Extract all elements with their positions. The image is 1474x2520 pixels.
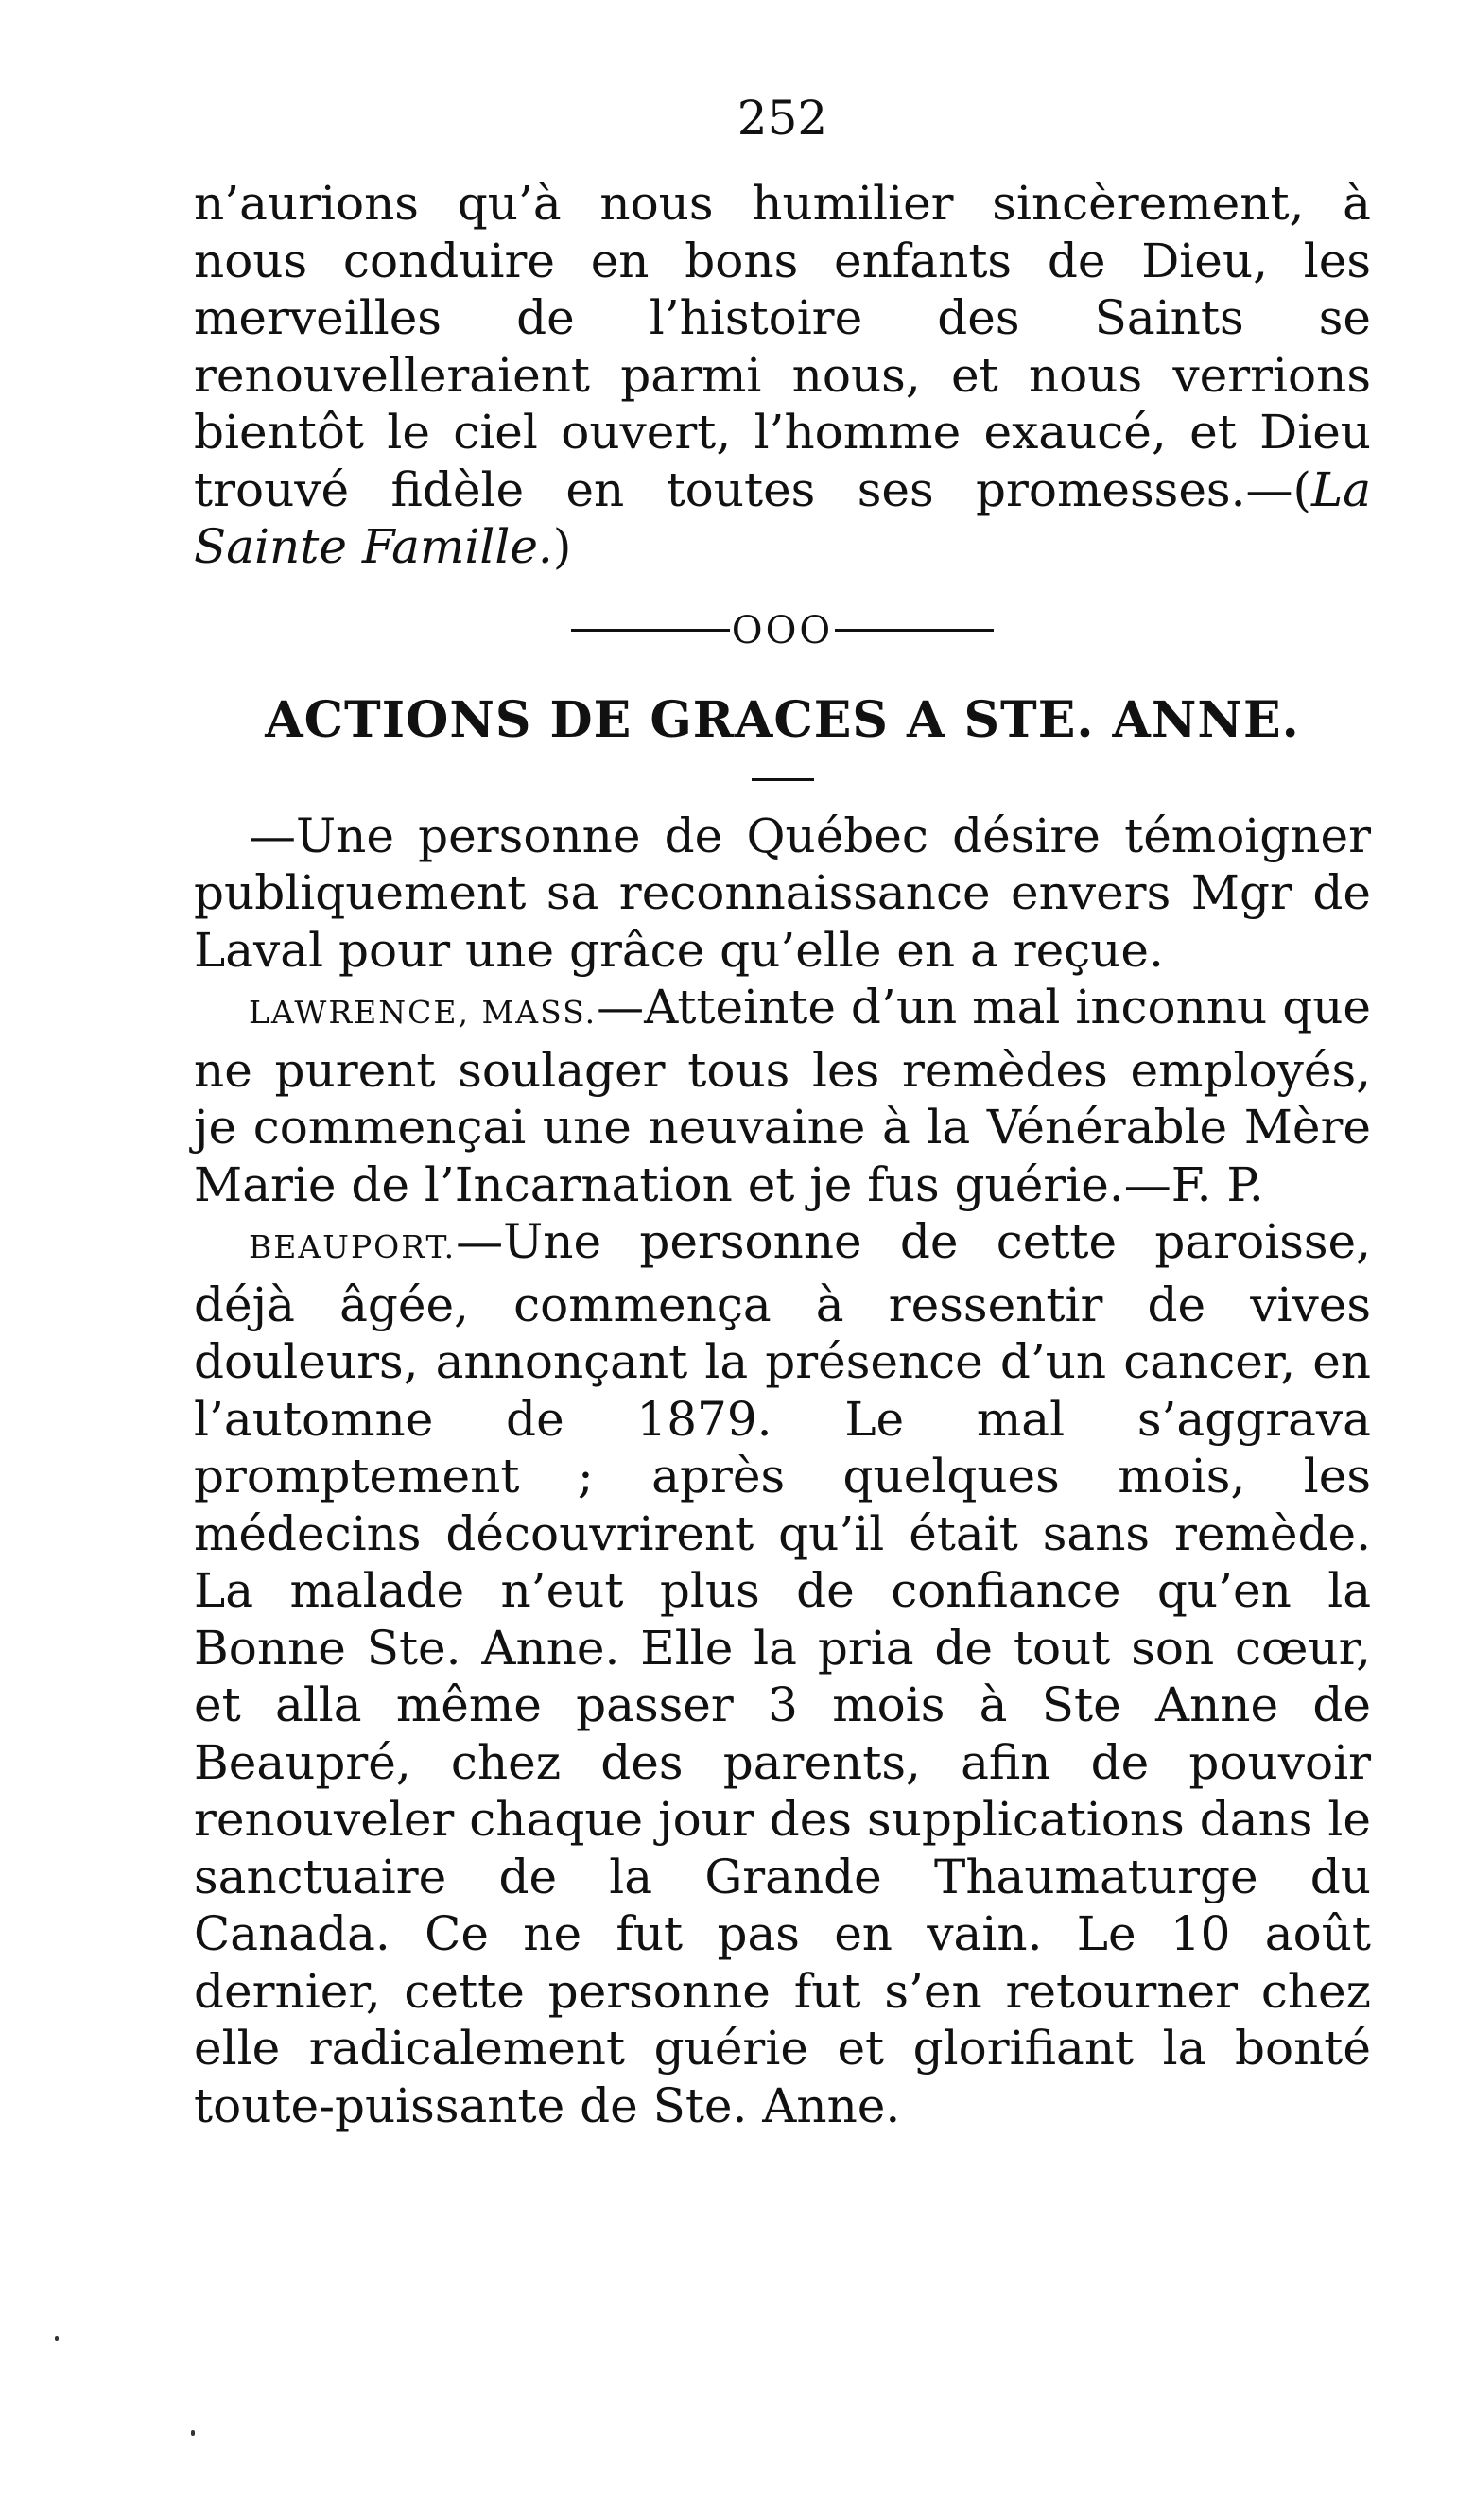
testimony-beauport-text: —Une personne de cette paroisse, déjà âgée, commença à ressentir de vives douleurs, annonçant la présence d’un cancer, en l’automne de 1879. Le mal s’aggrava promptement ; après quelques mois, les médecins découvrirent qu’il était sans remède. La malade n’eut plus de confiance qu’en la Bonne Ste. Anne. Elle la pria de tout son cœur, et alla même passer 3 mois à Ste Anne de Beaupré, chez des parents, afin de pouvoir renouveler chaque jour des supplications dans le sanctuaire de la Grande Thaumaturge du Canada. Ce ne fut pas en vain. Le 10 août dernier, cette personne fut s’en retourner chez elle radicalement guérie et glorifiant la bonté toute-puissante de Ste. Anne. bbox=[194, 1214, 1371, 2133]
document-page bbox=[194, 90, 1371, 2134]
separator-rule-right bbox=[835, 629, 994, 632]
closing-paren: ) bbox=[552, 519, 572, 574]
page-number: 252 bbox=[737, 91, 828, 146]
print-speck bbox=[191, 2430, 195, 2436]
place-name-lawrence: LAWRENCE, MASS. bbox=[249, 994, 598, 1031]
closing-paragraph-text: n’aurions qu’à nous humilier sincèrement, à nous conduire en bons enfants de Dieu, les merveilles de l’histoire des Saints se renouvelleraient parmi nous, et nous verrions bientôt le ciel ouvert, l’homme exaucé, et Dieu trouvé fidèle en toutes ses promesses.—( bbox=[194, 176, 1371, 517]
print-speck bbox=[55, 2336, 59, 2341]
heading-underline bbox=[752, 778, 814, 781]
testimony-quebec: —Une personne de Québec désire témoigner publiquement sa reconnaissance envers Mgr de Laval pour une grâce qu’elle en a reçue. bbox=[194, 808, 1371, 978]
testimony-lawrence bbox=[194, 979, 1371, 1213]
separator-mark: OOO bbox=[731, 608, 834, 652]
source-citation: La Sainte Famille. bbox=[194, 461, 1371, 574]
place-name-beauport: BEAUPORT. bbox=[249, 1228, 457, 1265]
separator-rule-left bbox=[571, 629, 730, 632]
section-heading: ACTIONS DE GRACES A STE. ANNE. bbox=[265, 690, 1300, 749]
section-separator bbox=[194, 608, 1371, 653]
closing-paragraph bbox=[194, 175, 1371, 576]
testimony-lawrence-text: —Atteinte d’un mal inconnu que ne purent soulager tous les remèdes employés, je commençai une neuvaine à la Vénérable Mère Marie de l’Incarnation et je fus guérie.—F. P. bbox=[194, 980, 1371, 1212]
testimony-beauport bbox=[194, 1213, 1371, 2134]
